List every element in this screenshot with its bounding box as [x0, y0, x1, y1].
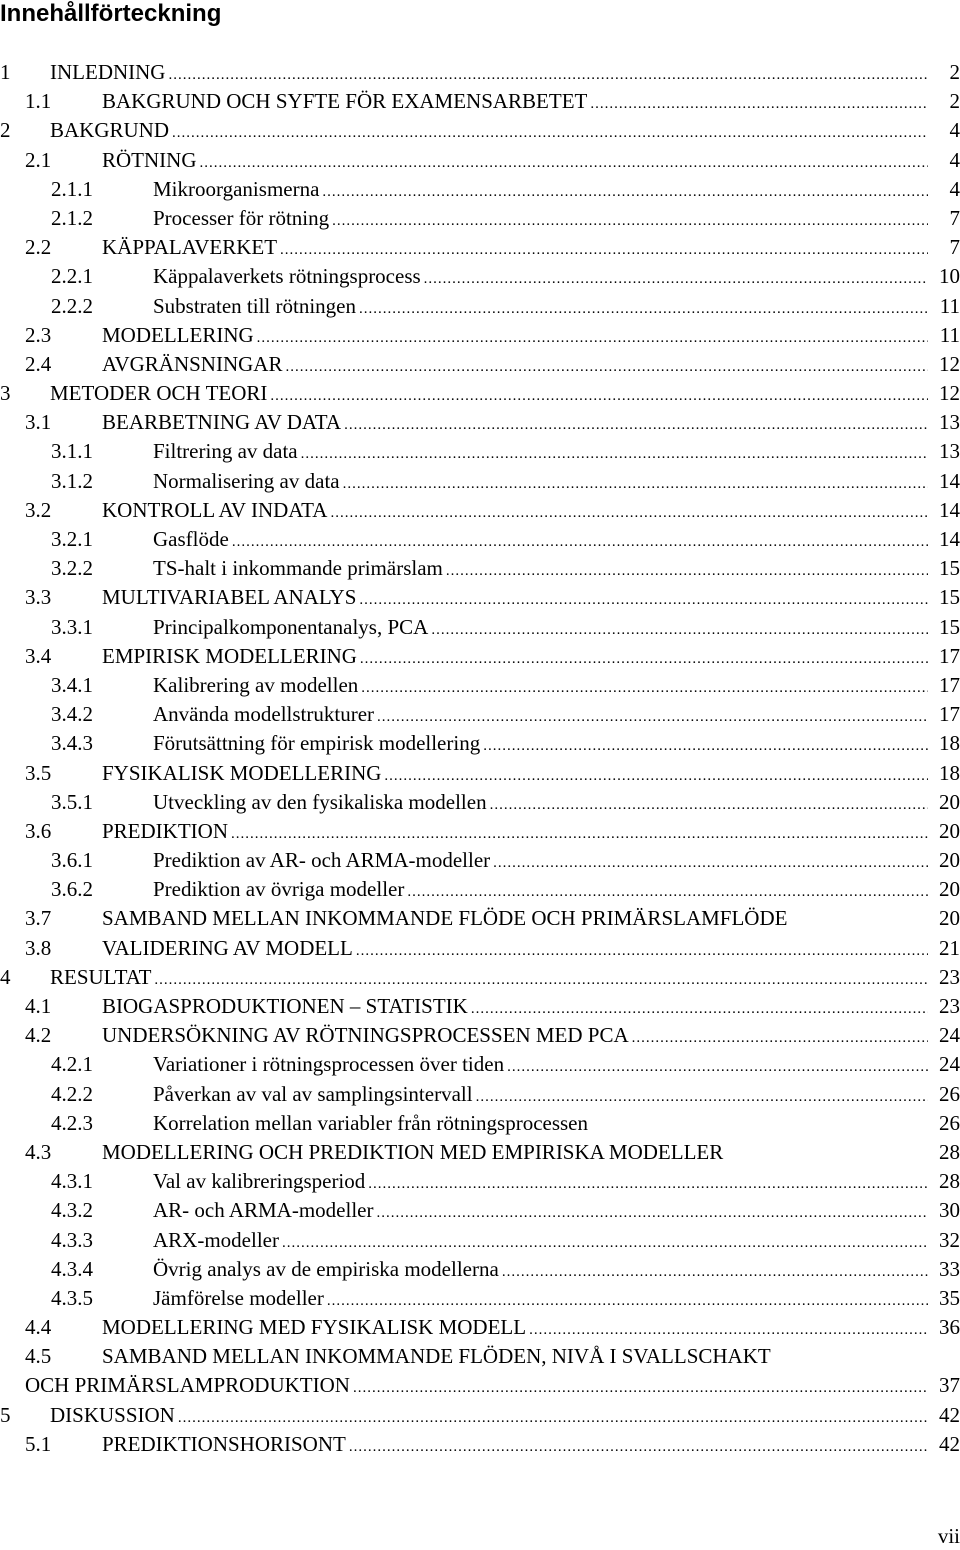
toc-entry-number: 3.7 [25, 906, 52, 931]
toc-entry-title [153, 262, 930, 294]
toc-dot-leader [257, 324, 928, 353]
toc-dot-leader [368, 1170, 928, 1199]
toc-entry[interactable] [0, 350, 960, 379]
toc-entry-number: 2.1.2 [51, 205, 93, 230]
toc-entry-page: 13 [939, 410, 960, 435]
toc-entry[interactable] [0, 1167, 960, 1196]
toc-entry-page: 7 [949, 205, 960, 230]
toc-entry-title [50, 379, 930, 411]
toc-entry-title-text: KONTROLL AV INDATA [102, 497, 328, 522]
toc-entry-title [153, 292, 930, 324]
toc-entry-title [153, 204, 930, 236]
toc-entry-title-text: RÖTNING [102, 147, 197, 172]
toc-dot-leader [377, 703, 928, 732]
toc-entry-number: 2.2 [25, 235, 52, 260]
toc-entry-number: 3.4.2 [51, 702, 93, 727]
toc-entry-page: 20 [939, 789, 960, 814]
toc-entry-number: 3.1 [25, 410, 52, 435]
toc-entry-title [102, 934, 930, 966]
toc-entry[interactable] [0, 1342, 960, 1371]
toc-entry-title [153, 175, 930, 207]
toc-dot-leader [285, 353, 928, 382]
toc-entry-title [102, 992, 930, 1024]
toc-dot-leader [280, 236, 928, 265]
toc-entry-title-text: PREDIKTION [102, 818, 228, 843]
toc-entry-title [102, 321, 930, 353]
page-number: vii [937, 1524, 960, 1548]
toc-entry-page: 42 [939, 1431, 960, 1456]
toc-dot-leader [632, 1024, 928, 1053]
toc-entry-number: 3 [0, 381, 11, 406]
toc-entry[interactable] [0, 759, 960, 788]
toc-entry-page: 28 [939, 1139, 960, 1164]
toc-entry[interactable] [0, 554, 960, 583]
toc-entry-page: 4 [949, 176, 960, 201]
toc-entry-page: 7 [949, 235, 960, 260]
toc-dot-leader [446, 557, 928, 586]
toc-entry-title-text: Utveckling av den fysikaliska modellen [153, 789, 487, 814]
toc-entry-title [153, 1109, 930, 1138]
toc-dot-leader [507, 1053, 928, 1082]
toc-entry-title [25, 1371, 930, 1403]
toc-entry-page: 21 [939, 935, 960, 960]
toc-entry-title-text: METODER OCH TEORI [50, 381, 268, 406]
toc-dot-leader [270, 382, 928, 411]
toc-entry-title-text: Gasflöde [153, 527, 229, 551]
toc-dot-leader [232, 528, 928, 557]
toc-entry-number: 3.1.1 [51, 439, 93, 464]
toc-entry-title [102, 1313, 930, 1345]
toc-entry-title-text: Filtrering av data [153, 439, 298, 464]
toc-dot-leader [353, 1374, 928, 1403]
toc-entry-number: 4.2.2 [51, 1081, 93, 1106]
toc-entry-number: 3.4.3 [51, 731, 93, 756]
toc-dot-leader [529, 1316, 928, 1345]
toc-entry-title-text: Principalkomponentanalys, PCA [153, 614, 429, 639]
toc-entry-title-text: RESULTAT [50, 964, 152, 989]
toc-dot-leader [407, 878, 928, 907]
toc-entry[interactable] [0, 1371, 960, 1400]
toc-entry-title-text: BIOGASPRODUKTIONEN – STATISTIK [102, 994, 468, 1018]
toc-entry-page: 14 [939, 527, 960, 551]
toc-entry-title-text: Processer för rötning [153, 205, 330, 230]
toc-entry-title-text: Påverkan av val av samplingsintervall [153, 1081, 473, 1106]
toc-entry-page: 42 [939, 1402, 960, 1427]
toc-entry-title-text: Använda modellstrukturer [153, 702, 375, 727]
toc-entry-number: 2.1 [25, 147, 52, 172]
toc-dot-leader [332, 207, 928, 236]
toc-entry-title [102, 87, 930, 119]
toc-entry-number: 4.2.1 [51, 1052, 93, 1077]
toc-entry-number: 4.1 [25, 994, 52, 1018]
toc-entry-title-text: Korrelation mellan variabler från rötningsprocessen [153, 1110, 589, 1135]
toc-entry-number: 4.3.1 [51, 1169, 93, 1194]
toc-entry-number: 4.3.4 [51, 1256, 93, 1281]
toc-entry-title-text: MODELLERING OCH PREDIKTION MED EMPIRISKA MODELLER [102, 1139, 724, 1164]
toc-entry-page: 18 [939, 731, 960, 756]
toc-entry-title [102, 1342, 930, 1371]
toc-entry-title-text: VALIDERING AV MODELL [102, 935, 353, 960]
toc-entry-title [102, 146, 930, 178]
toc-entry-page: 32 [939, 1227, 960, 1252]
toc-entry-title-text: AVGRÄNSNINGAR [102, 351, 283, 376]
toc-entry-title-text: Kalibrering av modellen [153, 672, 359, 697]
toc-entry[interactable] [0, 1138, 960, 1167]
toc-entry-number: 3.3 [25, 585, 52, 610]
toc-list [0, 58, 960, 1459]
toc-entry-page: 15 [939, 585, 960, 610]
toc-entry-number: 3.4 [25, 643, 52, 668]
toc-entry-title [102, 408, 930, 440]
toc-entry-page: 20 [939, 906, 960, 931]
toc-entry[interactable] [0, 613, 960, 642]
toc-entry[interactable] [0, 1080, 960, 1109]
toc-entry-title [102, 904, 930, 933]
toc-dot-leader [502, 1258, 928, 1287]
toc-entry[interactable] [0, 496, 960, 525]
toc-dot-leader [178, 1404, 928, 1433]
toc-entry[interactable] [0, 817, 960, 846]
toc-dot-leader [360, 645, 928, 674]
toc-dot-leader [483, 732, 928, 761]
toc-entry-title-text: PREDIKTIONSHORISONT [102, 1431, 346, 1456]
toc-entry-title [153, 671, 930, 703]
toc-entry-title [153, 1196, 930, 1228]
toc-entry-page: 30 [939, 1198, 960, 1223]
toc-entry-page: 13 [939, 439, 960, 464]
toc-dot-leader [200, 149, 929, 178]
toc-entry[interactable] [0, 437, 960, 466]
toc-entry-number: 2.4 [25, 351, 52, 376]
toc-entry-page: 17 [939, 643, 960, 668]
toc-entry-page: 2 [949, 60, 960, 84]
toc-dot-leader [431, 616, 928, 645]
toc-entry-title [153, 1080, 930, 1112]
toc-entry-title-text: INLEDNING [50, 60, 166, 84]
toc-entry-page: 15 [939, 556, 960, 581]
toc-entry[interactable] [0, 87, 960, 116]
toc-entry-number: 5.1 [25, 1431, 52, 1456]
toc-entry-page: 20 [939, 877, 960, 902]
toc-entry-page: 11 [939, 322, 960, 347]
toc-entry[interactable] [0, 1050, 960, 1079]
toc-entry-page: 15 [939, 614, 960, 639]
toc-entry-number: 5 [0, 1402, 11, 1427]
toc-entry-title [102, 642, 930, 674]
toc-entry-title-text: Val av kalibreringsperiod [153, 1169, 366, 1194]
toc-entry-title [102, 759, 930, 791]
toc-entry-title-text: Jämförelse modeller [153, 1285, 324, 1310]
toc-entry[interactable] [0, 262, 960, 291]
toc-entry-title-text: Mikroorganismerna [153, 176, 320, 201]
toc-entry-number: 1.1 [25, 89, 52, 114]
toc-entry-title-text: KÄPPALAVERKET [102, 235, 278, 260]
toc-dot-leader [344, 411, 928, 440]
toc-entry[interactable] [0, 1021, 960, 1050]
toc-dot-leader [330, 499, 928, 528]
toc-entry-title [102, 496, 930, 528]
toc-entry[interactable] [0, 875, 960, 904]
toc-entry-number: 4.3.3 [51, 1227, 93, 1252]
toc-entry-page: 23 [939, 964, 960, 989]
toc-entry-page: 37 [939, 1373, 960, 1398]
toc-entry-title-text: MODELLERING [102, 322, 254, 347]
toc-entry-number: 2 [0, 118, 11, 143]
toc-entry-title [153, 1255, 930, 1287]
toc-entry-number: 3.5 [25, 760, 52, 785]
toc-entry-page: 36 [939, 1315, 960, 1340]
toc-entry-title-text: OCH PRIMÄRSLAMPRODUKTION [25, 1373, 350, 1398]
toc-entry-title [102, 583, 930, 615]
toc-entry-title-text: Förutsättning för empirisk modellering [153, 731, 481, 756]
toc-entry-number: 3.2.2 [51, 556, 93, 581]
toc-entry-title-text: Substraten till rötningen [153, 293, 356, 318]
toc-entry-title [50, 116, 930, 148]
toc-entry[interactable] [0, 642, 960, 671]
toc-entry-number: 4.3.2 [51, 1198, 93, 1223]
toc-entry-page: 10 [939, 264, 960, 289]
toc-entry[interactable] [0, 1313, 960, 1342]
toc-entry-page: 4 [949, 118, 960, 143]
toc-entry-page: 18 [939, 760, 960, 785]
toc-entry[interactable] [0, 467, 960, 496]
toc-entry-number: 3.6.2 [51, 877, 93, 902]
toc-dot-leader [154, 966, 928, 995]
toc-entry-title [153, 788, 930, 820]
toc-heading: Innehållförteckning [0, 0, 222, 27]
toc-entry[interactable] [0, 116, 960, 145]
toc-entry-title [153, 1050, 930, 1082]
toc-entry[interactable] [0, 1401, 960, 1430]
toc-entry-number: 4.3.5 [51, 1285, 93, 1310]
toc-dot-leader [282, 1229, 928, 1258]
toc-entry[interactable] [0, 175, 960, 204]
toc-entry-title [50, 58, 930, 90]
toc-entry-page: 12 [939, 381, 960, 406]
toc-entry-title [153, 467, 930, 499]
toc-entry[interactable] [0, 992, 960, 1021]
toc-entry-page: 26 [939, 1081, 960, 1106]
toc-entry-number: 4.3 [25, 1139, 52, 1164]
toc-entry-page: 11 [939, 293, 960, 318]
toc-dot-leader [590, 90, 928, 119]
toc-entry[interactable] [0, 58, 960, 87]
toc-entry-title [153, 554, 930, 586]
toc-dot-leader [476, 1083, 928, 1112]
toc-entry-number: 4.4 [25, 1315, 52, 1340]
toc-entry-title [153, 437, 930, 469]
toc-entry-title [153, 613, 930, 645]
toc-entry-title [102, 1138, 930, 1167]
toc-entry-title-text: BAKGRUND [50, 118, 170, 143]
toc-entry[interactable] [0, 700, 960, 729]
toc-dot-leader [327, 1287, 928, 1316]
toc-entry-title-text: SAMBAND MELLAN INKOMMANDE FLÖDEN, NIVÅ I SVALLSCHAKT [102, 1344, 771, 1369]
toc-entry-number: 2.3 [25, 322, 52, 347]
toc-entry[interactable] [0, 379, 960, 408]
toc-entry[interactable] [0, 146, 960, 175]
toc-entry-page: 2 [949, 89, 960, 114]
toc-entry-number: 4.5 [25, 1344, 52, 1369]
toc-entry-page: 4 [949, 147, 960, 172]
toc-dot-leader [359, 586, 928, 615]
toc-entry-page: 14 [939, 497, 960, 522]
toc-entry-title [102, 817, 930, 849]
toc-entry-number: 3.6.1 [51, 848, 93, 873]
toc-entry-page: 24 [939, 1023, 960, 1048]
toc-entry-title-text: FYSIKALISK MODELLERING [102, 760, 382, 785]
toc-entry-title [50, 1401, 930, 1433]
toc-entry-title [153, 700, 930, 732]
toc-entry[interactable] [0, 525, 960, 554]
toc-dot-leader [343, 470, 928, 499]
toc-entry-page: 14 [939, 468, 960, 493]
toc-entry-number: 4.2.3 [51, 1110, 93, 1135]
toc-dot-leader [361, 674, 928, 703]
toc-dot-leader [356, 937, 928, 966]
toc-entry-title-text: SAMBAND MELLAN INKOMMANDE FLÖDE OCH PRIMÄRSLAMFLÖDE [102, 906, 788, 931]
toc-entry-number: 3.4.1 [51, 672, 93, 697]
toc-dot-leader [301, 440, 928, 469]
toc-entry-title-text: EMPIRISK MODELLERING [102, 643, 357, 668]
toc-entry-page: 23 [939, 994, 960, 1018]
toc-entry-title [153, 729, 930, 761]
toc-entry[interactable] [0, 846, 960, 875]
toc-entry-number: 3.1.2 [51, 468, 93, 493]
toc-entry-page: 33 [939, 1256, 960, 1281]
toc-entry-page: 17 [939, 672, 960, 697]
toc-entry[interactable] [0, 292, 960, 321]
toc-entry-title-text: BEARBETNING AV DATA [102, 410, 342, 435]
toc-entry-number: 3.2 [25, 497, 52, 522]
toc-dot-leader [168, 61, 928, 90]
toc-entry-title [153, 1284, 930, 1316]
toc-entry-title-text: Variationer i rötningsprocessen över tiden [153, 1052, 505, 1077]
toc-entry[interactable] [0, 788, 960, 817]
toc-entry-title [102, 1021, 930, 1053]
toc-entry-number: 2.2.1 [51, 264, 93, 289]
toc-entry-page: 28 [939, 1169, 960, 1194]
toc-entry-number: 4 [0, 964, 11, 989]
toc-entry-title [50, 963, 930, 995]
toc-entry[interactable] [0, 963, 960, 992]
toc-entry-number: 3.6 [25, 818, 52, 843]
toc-entry-title-text: Övrig analys av de empiriska modellerna [153, 1256, 499, 1281]
toc-entry[interactable] [0, 233, 960, 262]
toc-entry-title-text: MODELLERING MED FYSIKALISK MODELL [102, 1315, 527, 1340]
toc-dot-leader [424, 265, 928, 294]
toc-entry-title-text: ARX-modeller [153, 1227, 279, 1252]
toc-entry-page: 26 [939, 1110, 960, 1135]
toc-dot-leader [493, 849, 928, 878]
toc-entry[interactable] [0, 904, 960, 933]
toc-entry-title-text: MULTIVARIABEL ANALYS [102, 585, 357, 610]
toc-entry-page: 35 [939, 1285, 960, 1310]
toc-entry[interactable] [0, 583, 960, 612]
toc-entry-title-text: Prediktion av övriga modeller [153, 877, 405, 902]
toc-entry[interactable] [0, 1196, 960, 1225]
toc-entry[interactable] [0, 729, 960, 758]
toc-entry-page: 20 [939, 818, 960, 843]
toc-dot-leader [384, 762, 928, 791]
toc-entry-number: 3.2.1 [51, 527, 93, 551]
toc-entry[interactable] [0, 1255, 960, 1284]
toc-entry-number: 2.2.2 [51, 293, 93, 318]
toc-entry-title-text: Käppalaverkets rötningsprocess [153, 264, 421, 289]
toc-entry[interactable] [0, 204, 960, 233]
toc-dot-leader [376, 1199, 928, 1228]
toc-entry-title-text: BAKGRUND OCH SYFTE FÖR EXAMENSARBETET [102, 89, 588, 114]
toc-dot-leader [471, 995, 928, 1024]
toc-dot-leader [172, 119, 928, 148]
toc-entry[interactable] [0, 934, 960, 963]
toc-entry-number: 4.2 [25, 1023, 52, 1048]
toc-dot-leader [231, 820, 928, 849]
toc-entry-number: 2.1.1 [51, 176, 93, 201]
toc-entry-title-text: Normalisering av data [153, 468, 340, 493]
toc-entry-title [153, 525, 930, 557]
toc-entry[interactable] [0, 1430, 960, 1459]
toc-entry-number: 3.8 [25, 935, 52, 960]
toc-dot-leader [322, 178, 928, 207]
toc-entry-number: 3.3.1 [51, 614, 93, 639]
toc-entry[interactable] [0, 1109, 960, 1138]
toc-dot-leader [349, 1433, 928, 1462]
toc-entry-title-text: DISKUSSION [50, 1402, 175, 1427]
toc-entry[interactable] [0, 671, 960, 700]
toc-entry-title [102, 1430, 930, 1462]
toc-entry-title-text: AR- och ARMA-modeller [153, 1198, 374, 1223]
toc-entry-page: 12 [939, 351, 960, 376]
toc-entry[interactable] [0, 408, 960, 437]
toc-entry[interactable] [0, 321, 960, 350]
toc-entry-number: 3.5.1 [51, 789, 93, 814]
toc-entry-page: 20 [939, 848, 960, 873]
toc-entry-title [102, 350, 930, 382]
toc-entry-title-text: UNDERSÖKNING AV RÖTNINGSPROCESSEN MED PCA [102, 1023, 629, 1048]
toc-entry-title-text: Prediktion av AR- och ARMA-modeller [153, 848, 491, 873]
toc-entry-page: 24 [939, 1052, 960, 1077]
toc-entry-title [153, 846, 930, 878]
toc-entry[interactable] [0, 1284, 960, 1313]
toc-dot-leader [359, 295, 928, 324]
toc-dot-leader [490, 791, 928, 820]
toc-entry-page: 17 [939, 702, 960, 727]
toc-entry-title [102, 233, 930, 265]
toc-entry-title [153, 1167, 930, 1199]
toc-entry-title-text: TS-halt i inkommande primärslam [153, 556, 443, 581]
toc-entry[interactable] [0, 1226, 960, 1255]
toc-entry-title [153, 875, 930, 907]
toc-entry-title [153, 1226, 930, 1258]
toc-entry-number: 1 [0, 60, 11, 84]
